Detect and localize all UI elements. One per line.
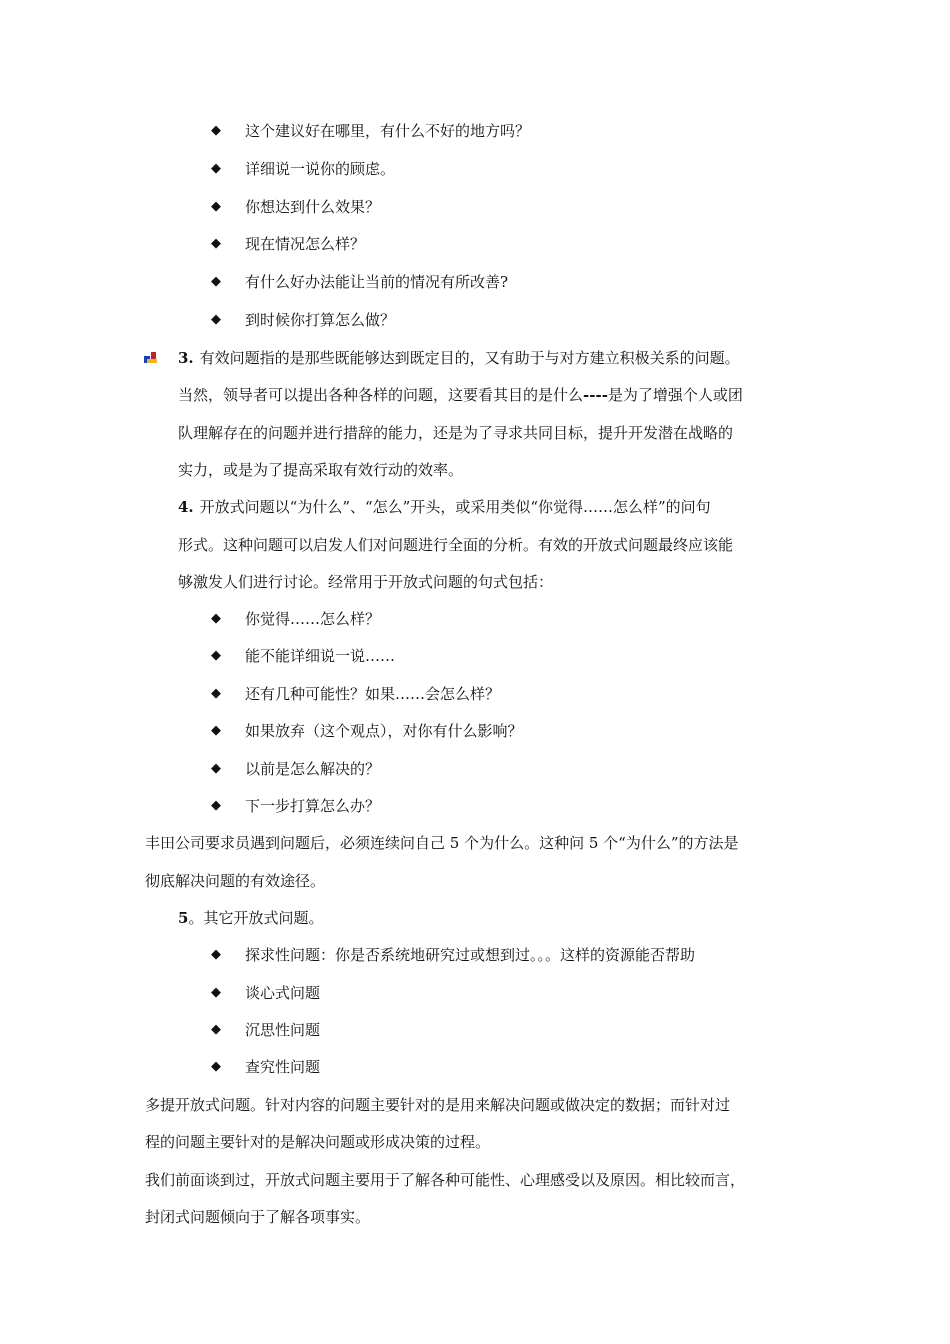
- bullet-text: 谈心式问题: [245, 984, 321, 1002]
- bullet-diamond-icon: ◆: [211, 199, 221, 214]
- bullet-diamond-icon: ◆: [211, 611, 221, 626]
- bullet-text: 现在情况怎么样？: [245, 235, 366, 253]
- bullet-text: 查究性问题: [245, 1058, 321, 1076]
- bullet-diamond-icon: ◆: [211, 236, 221, 251]
- bullet-text: 这个建议好在哪里，有什么不好的地方吗？: [245, 122, 531, 140]
- bullet-text: 能不能详细说一说……: [245, 647, 396, 665]
- item4-line2: 形式。这种问题可以启发人们对问题进行全面的分析。有效的开放式问题最终应该能: [178, 536, 734, 554]
- bullet-text: 详细说一说你的顾虑。: [245, 160, 396, 178]
- bullet-diamond-icon: ◆: [211, 648, 221, 663]
- item5-heading: [178, 908, 323, 928]
- bullet-diamond-icon: ◆: [211, 1059, 221, 1074]
- bullet-text: 探求性问题：你是否系统地研究过或想到过。。。这样的资源能否帮助: [245, 946, 696, 964]
- item3-line3: 队理解存在的问题并进行措辞的能力，还是为了寻求共同目标，提升开发潜在战略的: [178, 424, 734, 442]
- bullet-diamond-icon: ◆: [211, 947, 221, 962]
- item3-text: 有效问题指的是那些既能够达到既定目的，又有助于与对方建立积极关系的问题。: [199, 349, 740, 367]
- bullet-text: 有什么好办法能让当前的情况有所改善?: [245, 273, 509, 291]
- item4-line1: [178, 497, 711, 517]
- bullet-text: 下一步打算怎么办？: [245, 797, 381, 815]
- bullet-text: 还有几种可能性？如果……会怎么样？: [245, 685, 501, 703]
- item3-text: 当然，领导者可以提出各种各样的问题，这要看其目的是什么: [178, 386, 584, 404]
- para-last-line1: 我们前面谈到过，开放式问题主要用于了解各种可能性、心理感受以及原因。相比较而言，: [145, 1171, 746, 1189]
- item4-number: 4.: [178, 498, 194, 516]
- item3-line1: [178, 348, 740, 368]
- item3-dash: ----: [583, 386, 608, 404]
- item5-text: 。其它开放式问题。: [188, 909, 324, 927]
- bullet-text: 以前是怎么解决的？: [245, 760, 381, 778]
- bullet-diamond-icon: ◆: [211, 123, 221, 138]
- section-marker-icon: [143, 349, 159, 365]
- item3-text: 是为了增强个人或团: [607, 386, 743, 404]
- para-last-line2: 封闭式问题倾向于了解各项事实。: [145, 1208, 371, 1226]
- item3-number: 3.: [178, 349, 194, 367]
- bullet-diamond-icon: ◆: [211, 161, 221, 176]
- bullet-diamond-icon: ◆: [211, 985, 221, 1000]
- para-more-line2: 程的问题主要针对的是解决问题或形成决策的过程。: [145, 1133, 491, 1151]
- bullet-diamond-icon: ◆: [211, 686, 221, 701]
- bullet-text: 你觉得……怎么样？: [245, 610, 381, 628]
- item5-number: 5: [178, 909, 189, 927]
- item3-line4: 实力，或是为了提高采取有效行动的效率。: [178, 461, 464, 479]
- bullet-diamond-icon: ◆: [211, 312, 221, 327]
- bullet-diamond-icon: ◆: [211, 723, 221, 738]
- bullet-text: 如果放弃（这个观点），对你有什么影响？: [245, 722, 523, 740]
- toyota-line2: 彻底解决问题的有效途径。: [145, 872, 326, 890]
- toyota-line1: 丰田公司要求员遇到问题后，必须连续问自己 5 个为什么。这种问 5 个“为什么”的方法是: [145, 834, 739, 852]
- para-more-line1: 多提开放式问题。针对内容的问题主要针对的是用来解决问题或做决定的数据；而针对过: [145, 1096, 731, 1114]
- bullet-diamond-icon: ◆: [211, 761, 221, 776]
- bullet-diamond-icon: ◆: [211, 1022, 221, 1037]
- item4-text: 开放式问题以“为什么”、“怎么”开头，或采用类似“你觉得……怎么样”的问句: [199, 498, 711, 516]
- bullet-text: 你想达到什么效果？: [245, 198, 381, 216]
- item3-line2: [178, 385, 743, 405]
- bullet-diamond-icon: ◆: [211, 798, 221, 813]
- bullet-text: 沉思性问题: [245, 1021, 321, 1039]
- item4-line3: 够激发人们进行讨论。经常用于开放式问题的句式包括：: [178, 573, 554, 591]
- bullet-diamond-icon: ◆: [211, 274, 221, 289]
- bullet-text: 到时候你打算怎么做？: [245, 311, 396, 329]
